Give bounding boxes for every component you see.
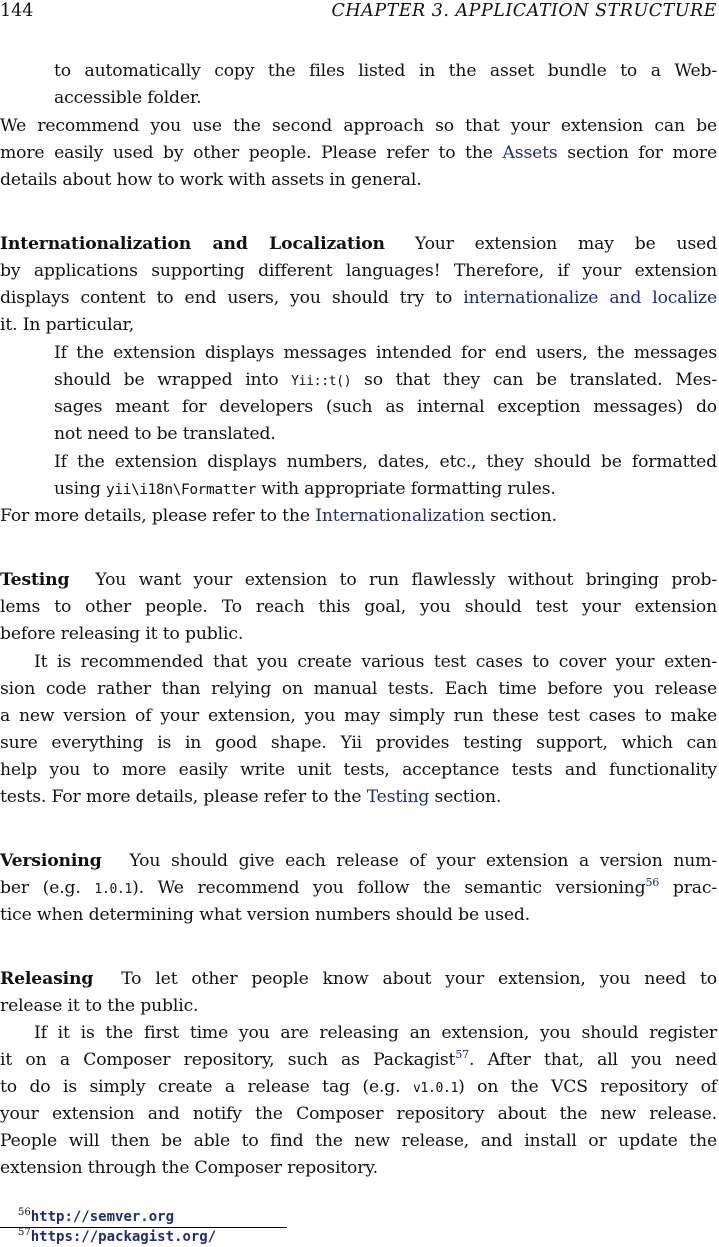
releasing-line-1: Releasing To let other people know about your extension, you need to [0, 969, 717, 989]
i18n-bullet2-line-1: If the extension displays numbers, dates, etc., they should be formatted [54, 452, 717, 472]
assets-line-2: accessible folder. [54, 88, 202, 108]
testing-p2-line-6: tests. For more details, please refer to the Testing section. [0, 787, 502, 807]
testing-p2-line-3: a new version of your extension, you may simply run these test cases to make [0, 706, 717, 726]
i18n-line-4: it. In particular, [0, 315, 135, 335]
assets-line-1: to automatically copy the files listed in the asset bundle to a Web- [54, 61, 717, 81]
formatter-code: yii\i18n\Formatter [106, 482, 256, 498]
assets-link[interactable]: Assets [502, 143, 558, 163]
i18n-bullet1-line-2: should be wrapped into Yii::t() so that they can be translated. Mes- [54, 370, 717, 390]
i18n-line-3: displays content to end users, you should try to internationalize and localize [0, 288, 717, 308]
i18n-bullet2-line-2: using yii\i18n\Formatter with appropriate formatting rules. [54, 479, 556, 499]
i18n-line-1: Internationalization and Localization Your extension may be used [0, 234, 717, 254]
releasing-line-2: release it to the public. [0, 996, 199, 1016]
testing-line-3: before releasing it to public. [0, 624, 244, 644]
i18n-link[interactable]: internationalize and localize [463, 288, 717, 308]
chapter-title: CHAPTER 3. APPLICATION STRUCTURE [331, 1, 717, 21]
releasing-p2-line-1: If it is the first time you are releasing an extension, you should register [34, 1023, 717, 1043]
i18n-line-2: by applications supporting different languages! Therefore, if your extension [0, 261, 717, 281]
testing-p2-line-2: sion code rather than relying on manual tests. Each time before you release [0, 679, 717, 699]
assets-line-5: details about how to work with assets in general. [0, 170, 422, 190]
testing-heading: Testing [0, 570, 70, 590]
testing-link[interactable]: Testing [366, 787, 430, 807]
releasing-p2-line-2: it on a Composer repository, such as Packagist$^{57}$. After that, all you need [0, 1048, 718, 1070]
footnote-56-link[interactable]: http://semver.org [30, 1209, 175, 1225]
versioning-line-3: tice when determining what version numbers should be used. [0, 905, 531, 925]
internationalization-link[interactable]: Internationalization [315, 506, 485, 526]
versioning-line-1: Versioning You should give each release of your extension a version num- [0, 851, 717, 871]
testing-p2-line-1: It is recommended that you create various test cases to cover your exten- [34, 652, 717, 672]
testing-line-2: lems to other people. To reach this goal, you should test your extension [0, 597, 717, 617]
page-number: 144 [0, 1, 34, 21]
tag-code: v1.0.1 [412, 1081, 459, 1096]
i18n-heading: Internationalization and Localization [0, 234, 385, 254]
i18n-line-end: For more details, please refer to the Internationalization section. [0, 506, 557, 526]
testing-p2-line-5: help you to more easily write unit tests, acceptance tests and functionality [0, 760, 717, 780]
releasing-p2-line-5: People will then be able to find the new release, and install or update the [0, 1131, 717, 1151]
releasing-p2-line-4: your extension and notify the Composer repository about the new release. [0, 1104, 717, 1124]
releasing-p2-line-3: to do is simply create a release tag (e.g. v1.0.1) on the VCS repository of [0, 1077, 717, 1097]
i18n-bullet1-line-3: sages meant for developers (such as internal exception messages) do [54, 397, 717, 417]
testing-line-1: Testing You want your extension to run flawlessly without bringing prob- [0, 570, 717, 590]
assets-line-4: more easily used by other people. Please refer to the Assets section for more [0, 143, 717, 163]
assets-line-3: We recommend you use the second approach so that your extension can be [0, 116, 717, 136]
testing-p2-line-4: sure everything is in good shape. Yii provides testing support, which can [0, 733, 717, 753]
versioning-heading: Versioning [0, 851, 102, 871]
footnote-56: $^{56}$http://semver.org [18, 1207, 175, 1225]
footnote-57-link[interactable]: https://packagist.org/ [30, 1229, 217, 1245]
i18n-bullet1-line-1: If the extension displays messages intended for end users, the messages [54, 343, 717, 363]
version-code: 1.0.1 [94, 882, 133, 897]
footnote-57: $^{57}$https://packagist.org/ [18, 1227, 217, 1245]
footnote-ref-57[interactable]: 57 [455, 1048, 470, 1061]
i18n-bullet1-line-4: not need to be translated. [54, 424, 276, 444]
footnote-ref-56[interactable]: 56 [645, 876, 660, 889]
releasing-p2-line-6: extension through the Composer repository. [0, 1158, 378, 1178]
versioning-line-2: ber (e.g. 1.0.1). We recommend you follow the semantic versioning$^{56}$ prac- [0, 876, 718, 898]
yii-t-code: Yii::t() [291, 374, 352, 389]
releasing-heading: Releasing [0, 969, 94, 989]
